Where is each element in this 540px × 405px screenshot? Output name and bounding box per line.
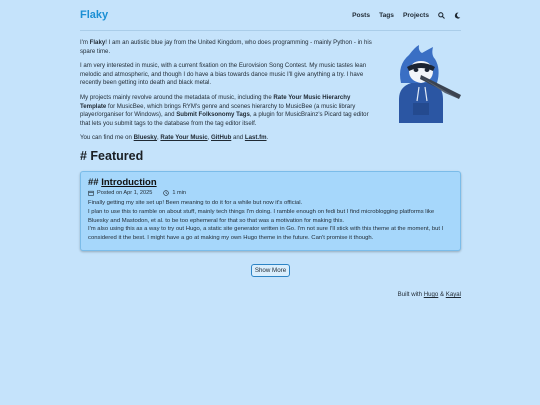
intro-paragraph-1: I'm Flaky! I am an autistic blue jay from the United Kingdom, who does programming - mainly Python - in his spare time. bbox=[80, 39, 372, 55]
search-icon[interactable] bbox=[438, 12, 445, 19]
link-rate-your-music[interactable]: Rate Your Music bbox=[160, 134, 208, 142]
blue-jay-avatar bbox=[385, 43, 469, 123]
nav-tags[interactable]: Tags bbox=[379, 11, 394, 19]
intro-paragraph-4: You can find me on Bluesky, Rate Your Music, GitHub and Last.fm. bbox=[80, 134, 269, 142]
post-line-3: I'm also using this as a way to try out Hugo, a static site generator written in Go. I'm not sure I'll stick with this theme at the moment, but I considered it the best. I might have a go at making my own Hugo theme in the future. Can't promise it though. bbox=[88, 226, 444, 242]
intro-section bbox=[80, 39, 461, 143]
intro-paragraph-3: My projects mainly revolve around the metadata of music, including the Rate Your Music Hierarchy Template for MusicBee, which brings RYM's genre and scenes hierarchy to MusicBee (a music library player/organiser for Windows), and Submit Folksonomy Tags, a plugin for MusicBrainz's Picard tag editor that lets you submit tags to the database from the tag editor itself. bbox=[80, 93, 369, 127]
link-github[interactable]: GitHub bbox=[211, 134, 232, 142]
featured-heading: # Featured bbox=[80, 148, 144, 163]
main-nav bbox=[352, 12, 461, 19]
link-lastfm[interactable]: Last.fm bbox=[244, 134, 267, 142]
page bbox=[80, 0, 461, 298]
link-kayal[interactable]: Kayal bbox=[445, 290, 461, 298]
site-logo-link[interactable]: Flaky bbox=[80, 9, 109, 21]
post-meta bbox=[88, 190, 453, 196]
calendar-icon bbox=[88, 190, 94, 196]
post-line-2: I plan to use this to ramble on about stuff, mainly tech things I'm doing. I ramble enough on fedi but I find microblogging platforms like Bluesky and Mastodon, et al. to be too ephemeral for that so that was a motivation for making this. bbox=[88, 208, 435, 224]
show-more-wrap bbox=[80, 259, 461, 277]
post-read-time: 1 min bbox=[172, 189, 187, 196]
featured-post-card[interactable] bbox=[80, 171, 461, 251]
post-title: ## Introduction bbox=[88, 176, 157, 188]
post-title-link[interactable]: Introduction bbox=[101, 176, 157, 188]
moon-icon[interactable] bbox=[454, 12, 461, 19]
name-highlight: Flaky bbox=[89, 39, 106, 46]
nav-posts[interactable]: Posts bbox=[352, 11, 371, 19]
post-date: Posted on Apr 1, 2025 bbox=[97, 189, 153, 196]
post-line-1: Finally getting my site set up! Been meaning to do it for a while but now it's official. bbox=[88, 199, 303, 206]
show-more-button[interactable]: Show More bbox=[251, 264, 290, 277]
clock-icon bbox=[163, 190, 169, 196]
project-folksonomy-tags: Submit Folksonomy Tags bbox=[176, 111, 250, 119]
link-bluesky[interactable]: Bluesky bbox=[133, 134, 158, 142]
intro-paragraph-2: I am very interested in music, with a current fixation on the Eurovision Song Contest. My music tastes lean melodic and atmospheric, and though I do have a bias towards dance music I'll give anything a try. I have recently been getting into death and black metal. bbox=[80, 62, 367, 87]
link-hugo[interactable]: Hugo bbox=[423, 290, 439, 298]
project-rym-template: Rate Your Music Hierarchy Template bbox=[80, 93, 351, 110]
nav-projects[interactable]: Projects bbox=[402, 11, 429, 19]
site-footer: Built with Hugo & Kayal bbox=[397, 290, 461, 298]
site-header bbox=[80, 0, 461, 31]
post-excerpt bbox=[88, 199, 453, 243]
